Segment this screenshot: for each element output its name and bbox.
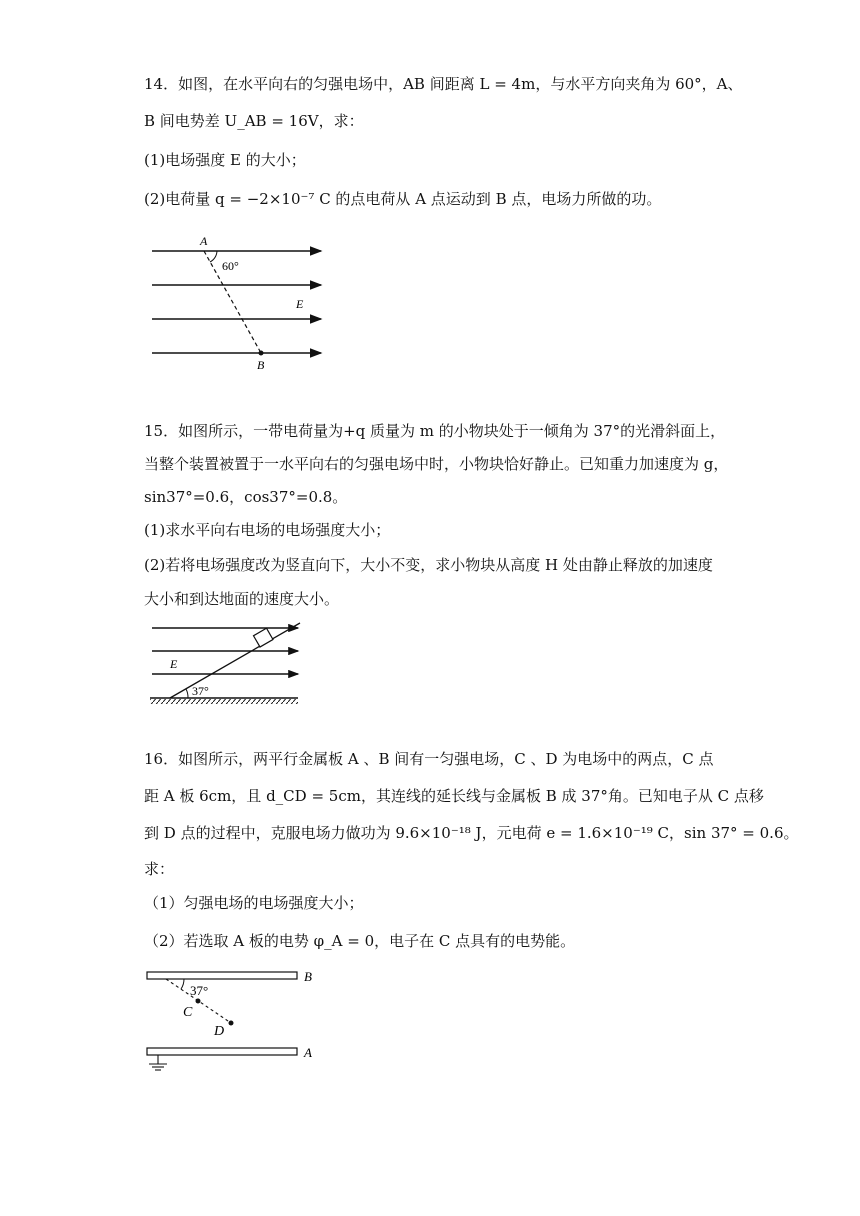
q15-line-1: 15．如图所示，一带电荷量为+q 质量为 m 的小物块处于一倾角为 37°的光滑斜面上，: [144, 422, 726, 440]
label-a: A: [200, 234, 208, 248]
plate-a: [147, 1048, 297, 1055]
q15-line-6: 大小和到达地面的速度大小。: [144, 590, 340, 608]
q15-line-3: sin37°=0.6，cos37°=0.8。: [144, 488, 348, 506]
point-b: [259, 351, 264, 356]
q14-line-4: (2)电荷量 q = −2×10⁻⁷ C 的点电荷从 A 点运动到 B 点，电场力所做的功。: [144, 190, 662, 208]
q15-line-4: (1)求水平向右电场的电场强度大小；: [144, 521, 391, 539]
angle-label: 37°: [192, 684, 209, 698]
block: [254, 628, 273, 647]
angle-arc: [186, 689, 188, 698]
q14-line-2: B 间电势差 U_AB = 16V，求：: [144, 112, 364, 130]
q15-figure: [148, 618, 306, 716]
label-d: D: [214, 1024, 225, 1039]
angle-label: 37°: [190, 983, 209, 998]
incline: [170, 623, 300, 698]
ground-hatch: [150, 699, 298, 704]
label-c: C: [183, 1005, 193, 1020]
q14-figure: [148, 232, 333, 376]
q16-line-6: （2）若选取 A 板的电势 φ_A = 0，电子在 C 点具有的电势能。: [144, 932, 576, 950]
q14-line-3: (1)电场强度 E 的大小；: [144, 151, 306, 169]
q15-line-5: (2)若将电场强度改为竖直向下，大小不变，求小物块从高度 H 处由静止释放的加速度: [144, 556, 713, 574]
q16-line-1: 16．如图所示，两平行金属板 A 、B 间有一匀强电场，C 、D 为电场中的两点，C 点: [144, 750, 714, 768]
q16-line-5: （1）匀强电场的电场强度大小；: [144, 894, 364, 912]
angle-arc: [210, 251, 217, 262]
q14-line-1: 14．如图，在水平向右的匀强电场中，AB 间距离 L = 4m，与水平方向夹角为 60°，A、: [144, 75, 743, 93]
q16-line-3: 到 D 点的过程中，克服电场力做功为 9.6×10⁻¹⁸ J，元电荷 e = 1.6×10⁻¹⁹ C，sin 37° = 0.6。: [144, 824, 799, 842]
label-b: B: [304, 969, 312, 984]
q16-figure: [144, 964, 324, 1078]
label-a: A: [304, 1045, 312, 1060]
label-e: E: [296, 297, 304, 311]
q16-line-2: 距 A 板 6cm，且 d_CD = 5cm，其连线的延长线与金属板 B 成 37°角。已知电子从 C 点移: [144, 787, 764, 805]
q15-line-2: 当整个装置被置于一水平向右的匀强电场中时，小物块恰好静止。已知重力加速度为 g，: [144, 455, 729, 473]
plate-b: [147, 972, 297, 979]
label-b: B: [257, 358, 265, 372]
angle-arc: [181, 979, 184, 989]
angle-label: 60°: [222, 259, 239, 273]
label-e: E: [170, 657, 178, 671]
q16-line-4: 求：: [144, 860, 175, 878]
point-c: [196, 999, 201, 1004]
point-d: [229, 1021, 234, 1026]
